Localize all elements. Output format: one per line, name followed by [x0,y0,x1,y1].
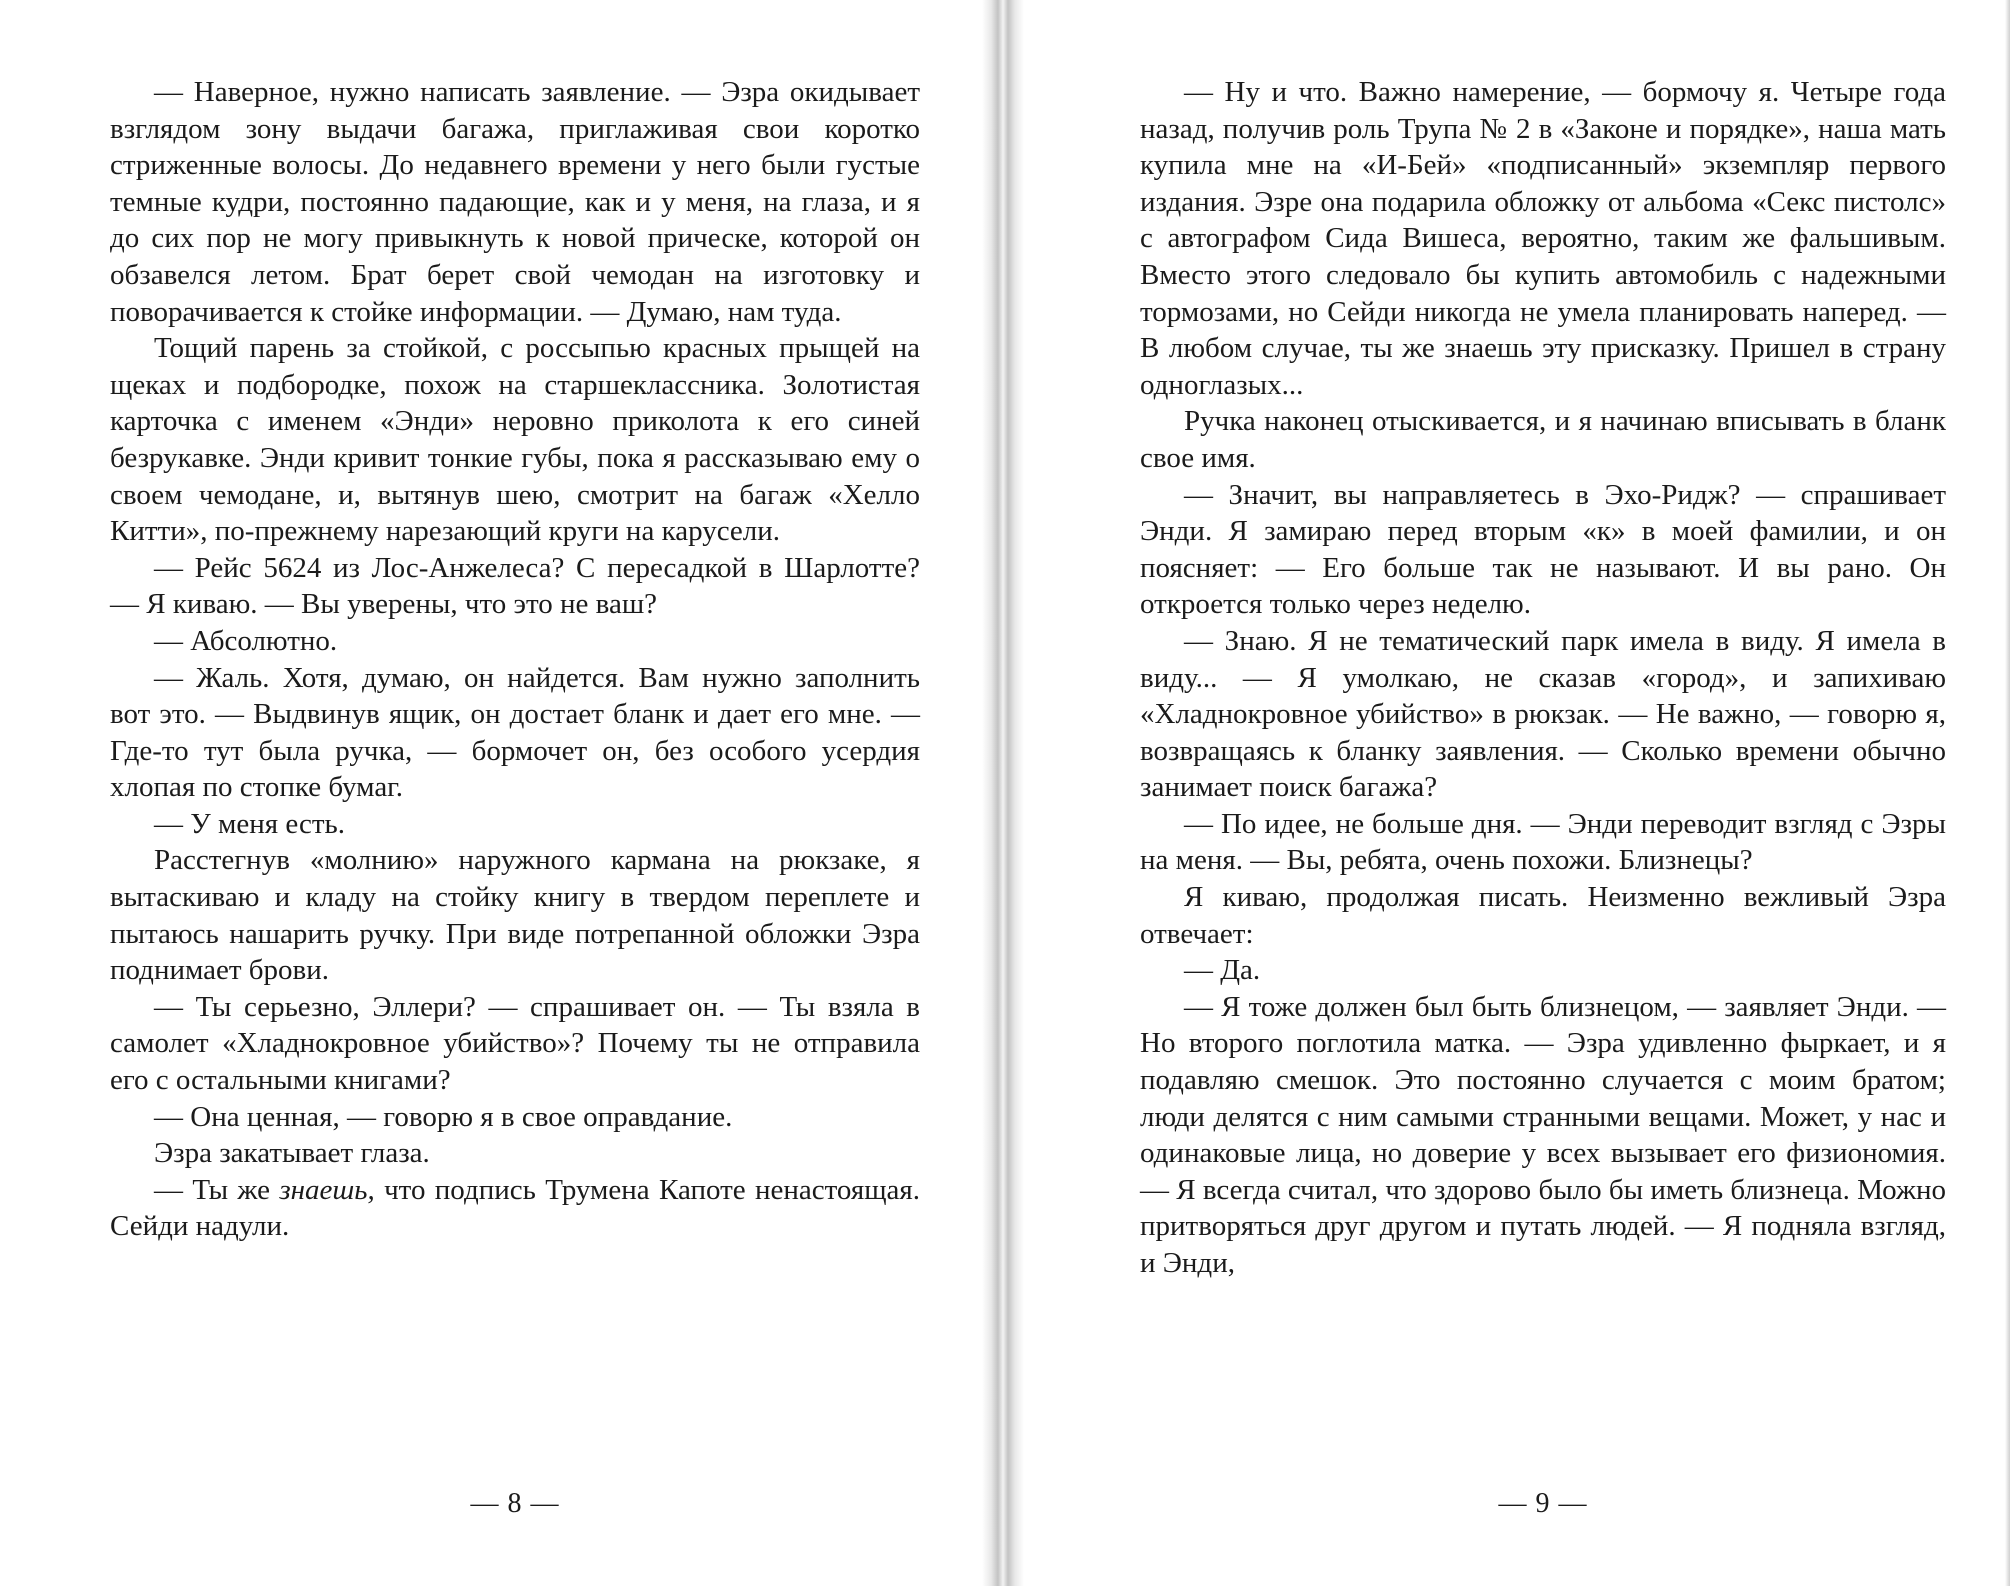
paragraph [110,1135,920,1172]
text-run: — Значит, вы направляетесь в Эхо-Ридж? — спрашивает Энди. Я замираю перед вторым «к» в моей фамилии, и он поясняет: — Его больше так не называют. И вы рано. Он откроется только через неделю. [1140,478,1946,621]
paragraph [110,1099,920,1136]
text-run: — По идее, не больше дня. — Энди переводит взгляд с Эзры на меня. — Вы, ребята, очень похожи. Близнецы? [1140,807,1946,877]
paragraph [110,842,920,988]
paragraph [110,1172,920,1245]
page-right-number: — 9 — [1498,1488,1588,1519]
paragraph [1140,477,1946,623]
text-run: — Ну и что. Важно намерение, — бормочу я. Четыре года назад, получив роль Трупа № 2 в «Законе и порядке», наша мать купила мне на «И-Бей» «подписанный» экземпляр первого издания. Эзре она подарила обложку от альбома «Секс пистолс» с автографом Сида Вишеса, вероятно, таким же фальшивым. Вместо этого следовало бы купить автомобиль с надежными тормозами, но Сейди никогда не умела планировать наперед. — В любом случае, ты же знаешь эту присказку. Пришел в страну одноглазых... [1140,76,1946,401]
paragraph [1140,74,1946,403]
paragraph [1140,879,1946,952]
text-run: Я киваю, продолжая писать. Неизменно вежливый Эзра отвечает: [1140,881,1946,950]
text-run: — Знаю. Я не тематический парк имела в виду. Я имела в виду... — Я умолкаю, не сказав «город», и запихиваю «Хладнокровное убийство» в рюкзак. — Не важно, — говорю я, возвращаясь к бланку заявления. — Сколько времени обычно занимает поиск багажа? [1140,624,1946,804]
paragraph [1140,806,1946,879]
text-run: что подпись Трумена Капоте ненастоящая. Сейди надули. [110,1173,920,1243]
italic-text-run: знаешь, [279,1173,375,1206]
book-gutter-shadow [982,0,1024,1586]
text-run: — Абсолютно. [154,624,338,657]
page-right-text [1140,74,1946,1282]
text-run: — Жаль. Хотя, думаю, он найдется. Вам нужно заполнить вот это. — Выдвинув ящик, он достает бланк и дает его мне. — Где-то тут была ручка, — бормочет он, без особого усердия хлопая по стопке бумаг. [110,661,920,804]
paragraph [110,550,920,623]
page-right [1025,0,2010,1586]
paragraph [110,806,920,843]
paragraph [1140,623,1946,806]
text-run: — Наверное, нужно написать заявление. — Эзра окидывает взглядом зону выдачи багажа, приглаживая свои коротко стриженные волосы. До недавнего времени у него были густые темные кудри, постоянно падающие, как и у меня, на глаза, и я до сих пор не могу привыкнуть к новой прическе, которой он обзавелся летом. Брат берет свой чемодан на изготовку и поворачивается к стойке информации. — Думаю, нам туда. [110,76,920,328]
page-edge-shadow [2005,0,2010,1586]
paragraph [1140,989,1946,1282]
paragraph [1140,952,1946,989]
paragraph [110,330,920,550]
text-run: — Рейс 5624 из Лос-Анжелеса? С пересадкой в Шарлотте? — Я киваю. — Вы уверены, что это не ваш? [110,551,920,621]
text-run: — Она ценная, — говорю я в свое оправдание. [154,1100,733,1133]
text-run: Расстегнув «молнию» наружного кармана на рюкзаке, я вытаскиваю и кладу на стойку книгу в твердом переплете и пытаюсь нашарить ручку. При виде потрепанной обложки Эзра поднимает брови. [110,844,920,987]
page-left-text [110,74,920,1245]
page-left-number: — 8 — [470,1488,560,1519]
paragraph [110,660,920,806]
paragraph [110,989,920,1099]
text-run: Ручка наконец отыскивается, и я начинаю вписывать в бланк свое имя. [1140,405,1946,474]
text-run: Эзра закатывает глаза. [154,1137,430,1170]
text-run: Тощий парень за стойкой, с россыпью красных прыщей на щеках и подбородке, похож на старшеклассника. Золотистая карточка с именем «Энди» неровно приколота к его синей безрукавке. Энди кривит тонкие губы, пока я рассказываю ему о своем чемодане, и, вытянув шею, смотрит на багаж «Хелло Китти», по-прежнему нарезающий круги на карусели. [110,332,920,548]
text-run: — У меня есть. [154,807,345,840]
text-run: — Да. [1184,954,1261,987]
page-left [0,0,985,1586]
paragraph [110,74,920,330]
paragraph [1140,403,1946,476]
text-run: — Ты серьезно, Эллери? — спрашивает он. — Ты взяла в самолет «Хладнокровное убийство»? Почему ты не отправила его с остальными книгами? [110,990,920,1097]
text-run: — Ты же [154,1173,280,1206]
paragraph [110,623,920,660]
text-run: — Я тоже должен был быть близнецом, — заявляет Энди. — Но второго поглотила матка. — Эзра удивленно фыркает, и я подавляю смешок. Это постоянно случается с моим братом; люди делятся с ним самыми странными вещами. Может, у нас и одинаковые лица, но доверие у всех вызывает его физиономия. — Я всегда считал, что здорово было бы иметь близнеца. Можно притворяться друг другом и путать людей. — Я подняла взгляд, и Энди, [1140,990,1946,1279]
